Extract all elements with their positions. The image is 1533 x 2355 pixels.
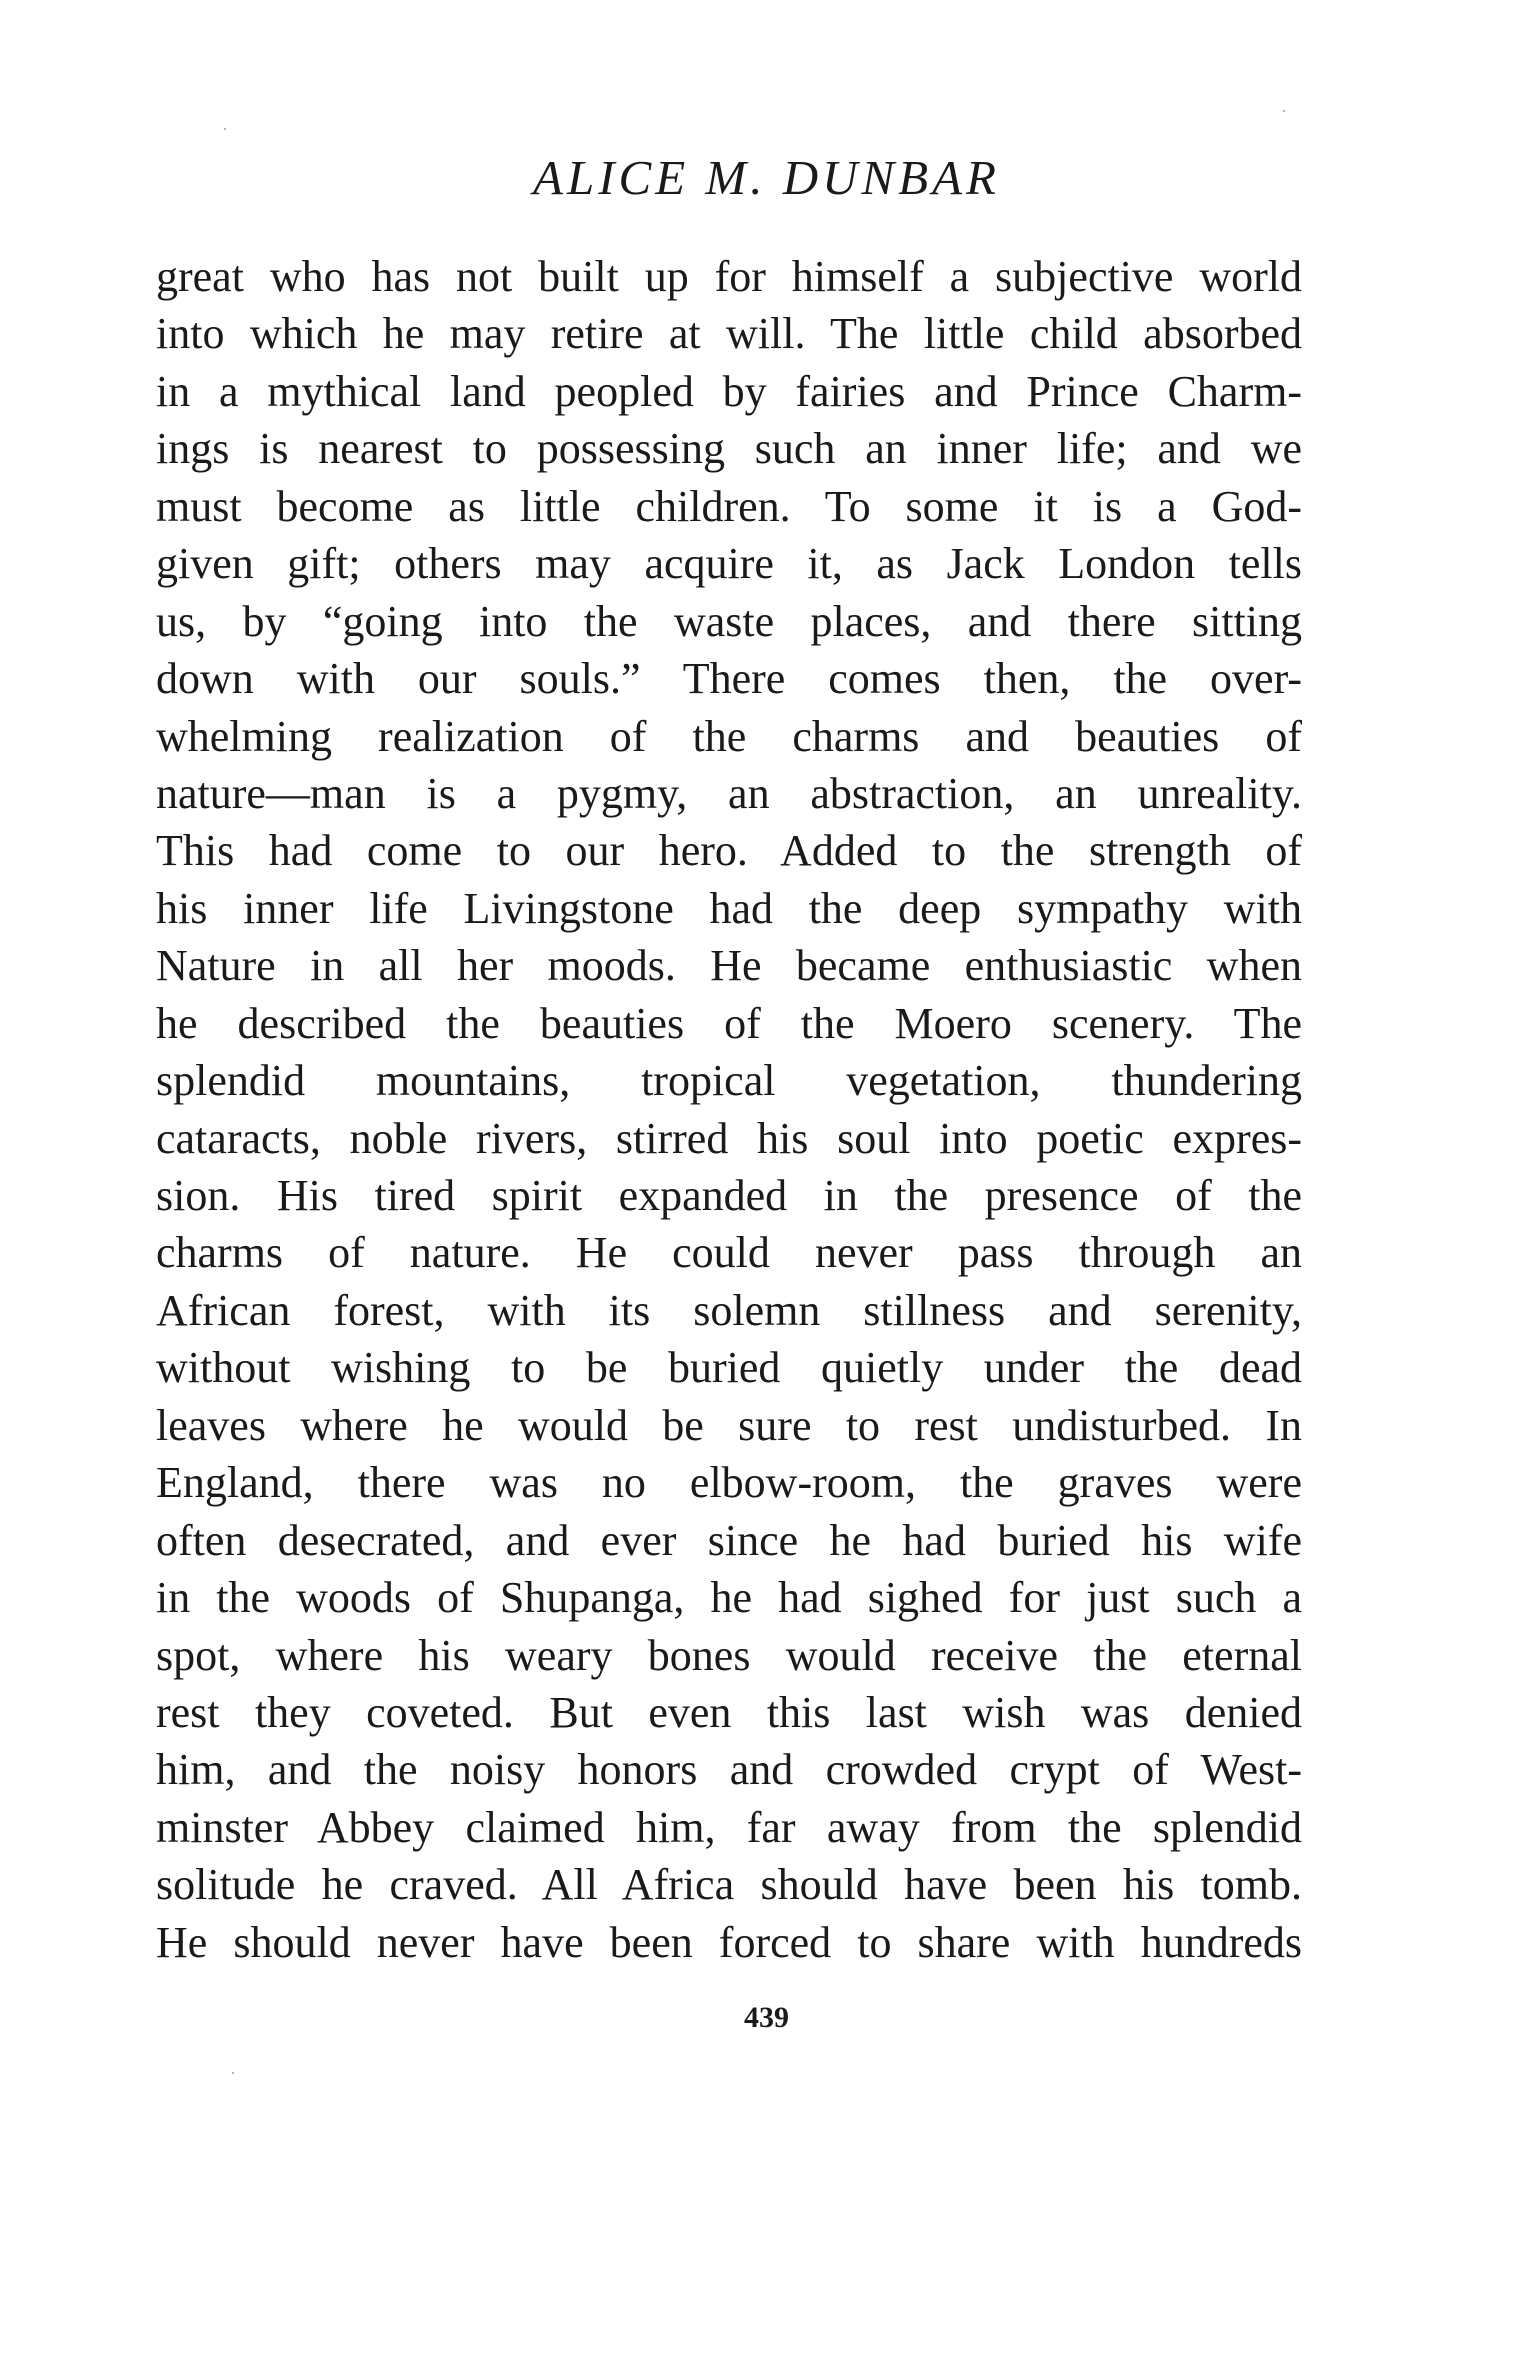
text-line: charms of nature. He could never pass through an: [156, 1228, 1302, 1278]
text-line: ings is nearest to possessing such an inner life; and we: [156, 424, 1302, 474]
text-line: solitude he craved. All Africa should have been his tomb.: [156, 1860, 1302, 1910]
text-line: England, there was no elbow-room, the graves were: [156, 1458, 1302, 1508]
text-line: without wishing to be buried quietly under the dead: [156, 1343, 1302, 1393]
text-line: splendid mountains, tropical vegetation, thundering: [156, 1056, 1302, 1106]
text-line: great who has not built up for himself a subjective world: [156, 252, 1302, 301]
paper-speck: [1283, 110, 1285, 112]
paper-speck: [224, 128, 226, 130]
text-line: into which he may retire at will. The little child absorbed: [156, 309, 1302, 359]
text-line: cataracts, noble rivers, stirred his soul into poetic expres-: [156, 1113, 1302, 1163]
text-line: He should never have been forced to share with hundreds: [156, 1917, 1302, 1967]
text-line: him, and the noisy honors and crowded crypt of West-: [156, 1745, 1302, 1795]
text-line: whelming realization of the charms and beauties of: [156, 711, 1302, 761]
text-line: leaves where he would be sure to rest undisturbed. In: [156, 1400, 1302, 1450]
text-line: down with our souls.” There comes then, the over-: [156, 654, 1302, 704]
text-line: rest they coveted. But even this last wish was denied: [156, 1687, 1302, 1737]
text-line: us, by “going into the waste places, and there sitting: [156, 596, 1302, 646]
text-line: he described the beauties of the Moero scenery. The: [156, 998, 1302, 1048]
paper-speck: [232, 2072, 234, 2074]
text-line: This had come to our hero. Added to the strength of: [156, 826, 1302, 876]
text-line: Nature in all her moods. He became enthusiastic when: [156, 941, 1302, 991]
text-line: minster Abbey claimed him, far away from the splendid: [156, 1802, 1302, 1852]
page-number: 439: [744, 2001, 789, 2034]
text-line: spot, where his weary bones would receive the eternal: [156, 1630, 1302, 1680]
running-head: ALICE M. DUNBAR: [533, 150, 1000, 205]
text-line: his inner life Livingstone had the deep sympathy with: [156, 883, 1302, 933]
body-text: [156, 248, 1302, 1971]
text-line: in the woods of Shupanga, he had sighed for just such a: [156, 1573, 1302, 1623]
text-line: given gift; others may acquire it, as Jack London tells: [156, 539, 1302, 589]
text-line: sion. His tired spirit expanded in the presence of the: [156, 1171, 1302, 1220]
text-line: nature—man is a pygmy, an abstraction, an unreality.: [156, 768, 1302, 818]
text-line: must become as little children. To some it is a God-: [156, 481, 1302, 531]
text-line: in a mythical land peopled by fairies and Prince Charm-: [156, 366, 1302, 416]
text-line: often desecrated, and ever since he had buried his wife: [156, 1515, 1302, 1565]
text-line: African forest, with its solemn stillness and serenity,: [156, 1285, 1302, 1335]
